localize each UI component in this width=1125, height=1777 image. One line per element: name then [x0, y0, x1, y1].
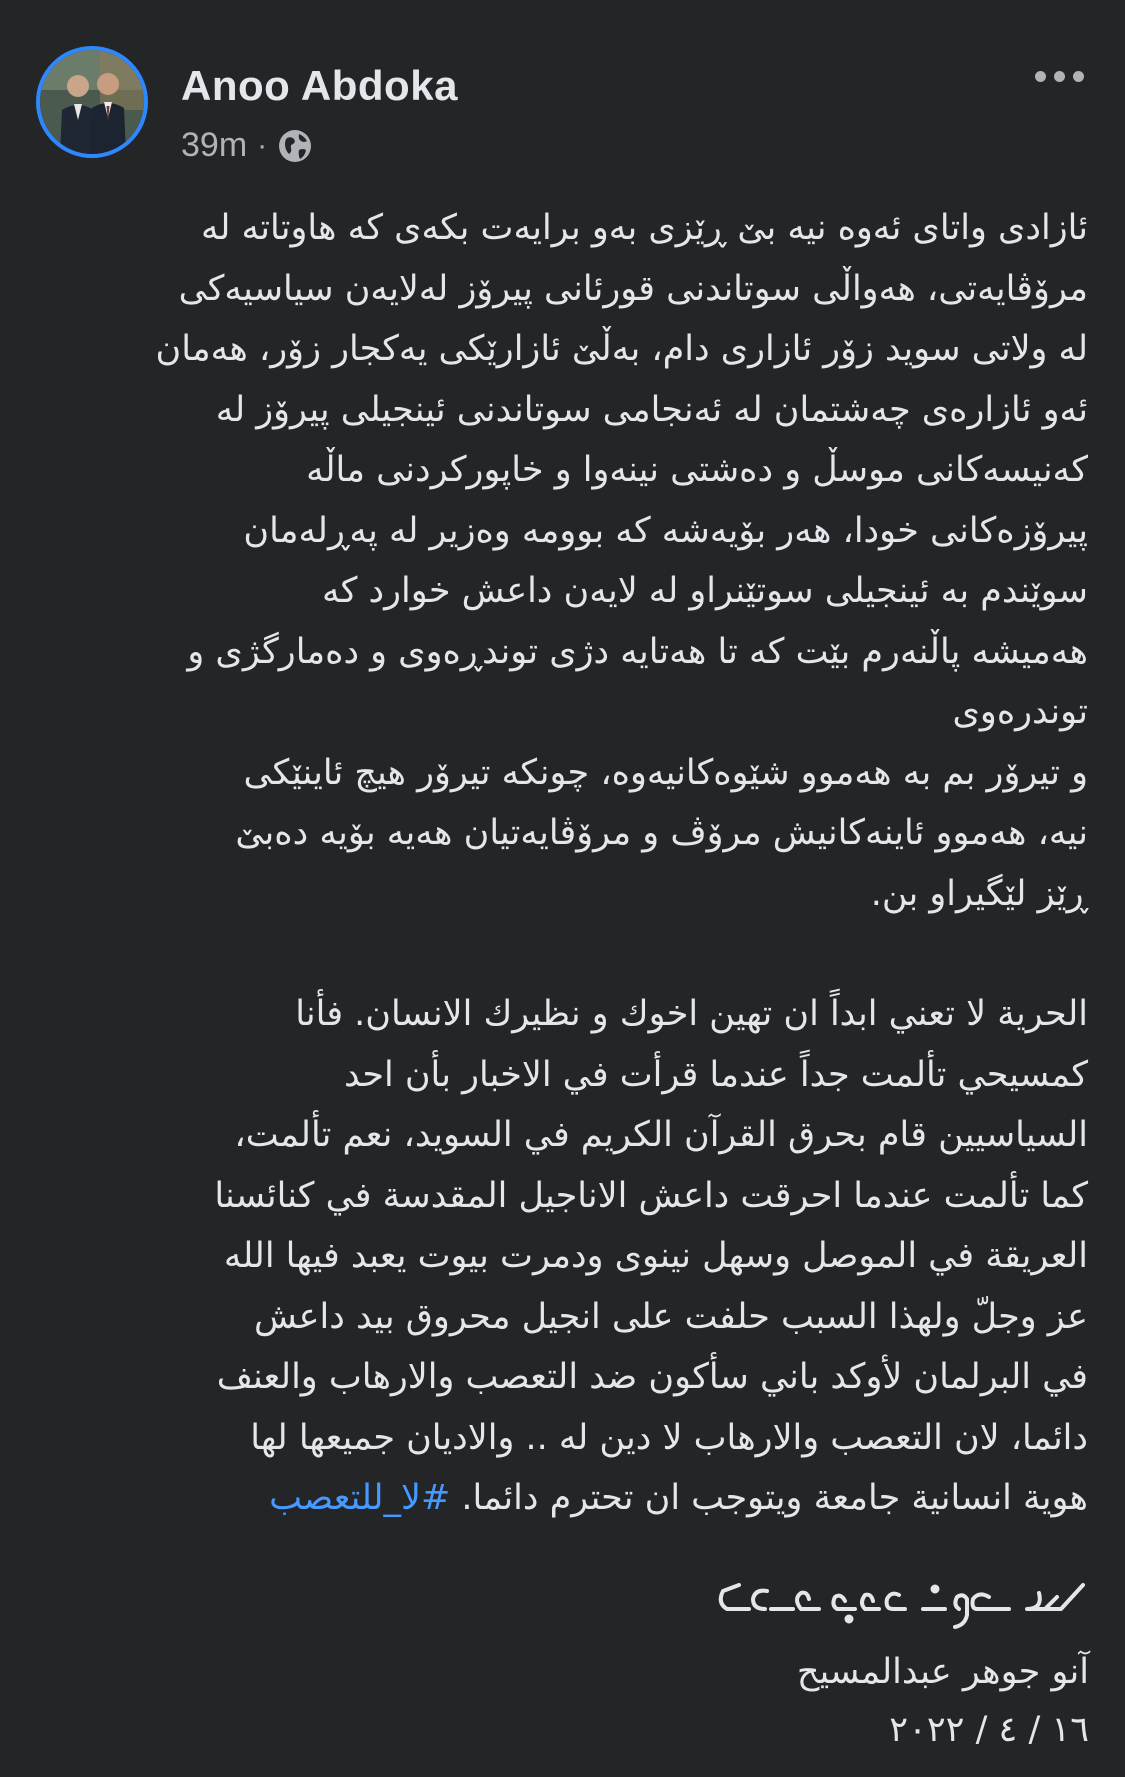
author-name[interactable]: Anoo Abdoka: [181, 62, 458, 109]
meta-separator: ·: [257, 128, 268, 162]
signature-name: آنو جوهر عبدالمسيح: [796, 1652, 1089, 1692]
kurdish-paragraph-1: ئازادی واتای ئەوە نیە بێ ڕێزی بەو برایەت بکەی کە هاوتاتە لە مرۆڤایەتی، هەواڵی سوتاندنی قورئانی پیرۆز لەلایەن سیاسیەکی لە ولاتی سوید زۆر ئازاری دام، بەڵێ ئازارێکی یەکجار زۆر، هەمان ئەو ئازارەی چەشتمان لە ئەنجامی سوتاندنی ئینجیلی پیرۆز لە کەنیسەکانی موسڵ و دەشتی نینەوا و خاپورکردنی ماڵە پیرۆزەکانی خودا، هەر بۆیەشە کە بوومە وەزیر لە پەڕلەمان سوێندم بە ئینجیلی سوتێنراو لە لایەن داعش خوارد کە هەمیشە پاڵنەرم بێت کە تا هەتایە دژی توندڕەوی و دەمارگژی و توندرەوی: [155, 208, 1088, 732]
kurdish-paragraph-2: و تیرۆر بم بە هەموو شێوەکانیەوە، چونکە تیرۆر هیچ ئاینێکی نیە، هەموو ئاینەکانیش مرۆڤ و مرۆڤایەتیان هەیە بۆیە دەبێ ڕێز لێگیراو بن.: [235, 752, 1088, 914]
post-timestamp[interactable]: 39m: [181, 126, 248, 164]
more-dot: [1035, 71, 1046, 82]
avatar[interactable]: [36, 46, 148, 158]
more-dot: [1054, 71, 1065, 82]
arabic-paragraph-text: الحرية لا تعني ابداً ان تهين اخوك و نظيرك الانسان. فأنا كمسيحي تألمت جداً عندما قرأت في الاخبار بأن احد السياسيين قام بحرق القرآن الكريم في السويد، نعم تألمت، كما تألمت عندما احرقت داعش الاناجيل المقدسة في كنائسنا العريقة في الموصل وسهل نينوى ودمرت بيوت يعبد فيها الله عز وجلّ ولهذا السبب حلفت على انجيل محروق بيد داعش في البرلمان لأوكد باني سأكون ضد التعصب والارهاب والعنف دائما، لان التعصب والارهاب لا دين له .. والاديان جميعها لها هوية انسانية جامعة ويتوجب ان تحترم دائما.: [214, 994, 1088, 1518]
paragraph-gap: [40, 924, 1088, 984]
more-options-icon[interactable]: [1029, 58, 1089, 94]
signature-block: [589, 1575, 1089, 1759]
signature-date: ١٦ / ٤ / ٢٠٢٢: [889, 1710, 1089, 1750]
syriac-signature: [709, 1575, 1089, 1635]
post-body: [40, 198, 1088, 1529]
arabic-paragraph: [40, 984, 1088, 1529]
avatar-photo: [40, 50, 144, 154]
more-dot: [1073, 71, 1084, 82]
hashtag-link[interactable]: #لا_للتعصب: [269, 1478, 451, 1518]
globe-icon[interactable]: [277, 128, 313, 164]
post-header: [36, 46, 1089, 166]
post-meta: [181, 126, 313, 165]
